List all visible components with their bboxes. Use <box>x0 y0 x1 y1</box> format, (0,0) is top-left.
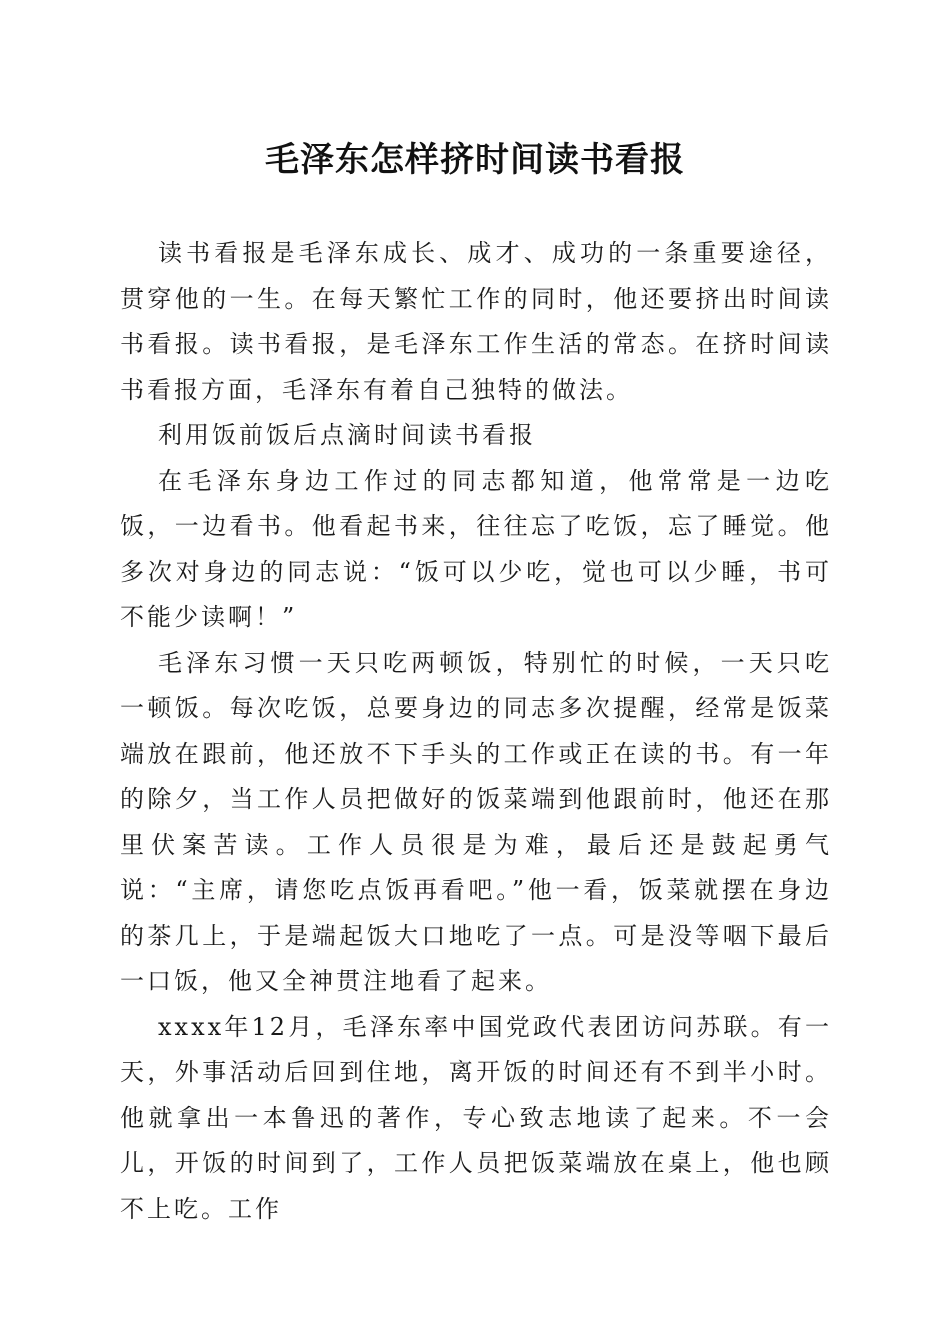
paragraph-intro: 读书看报是毛泽东成长、成才、成功的一条重要途径，贯穿他的一生。在每天繁忙工作的同时，他还要挤出时间读书看报。读书看报，是毛泽东工作生活的常态。在挤时间读书看报方面，毛泽东有着自己独特的做法。 <box>120 239 832 404</box>
document-body <box>120 231 832 1232</box>
document-title: 毛泽东怎样挤时间读书看报 <box>265 140 685 180</box>
section-heading: 利用饭前饭后点滴时间读书看报 <box>158 421 536 449</box>
paragraph: xxxx年12月，毛泽东率中国党政代表团访问苏联。有一天，外事活动后回到住地，离开饭的时间还有不到半小时。他就拿出一本鲁迅的著作，专心致志地读了起来。不一会儿，开饭的时间到了，工作人员把饭菜端放在桌上，他也顾不上吃。工作 <box>120 1012 832 1223</box>
paragraph: 毛泽东习惯一天只吃两顿饭，特别忙的时候，一天只吃一顿饭。每次吃饭，总要身边的同志多次提醒，经常是饭菜端放在跟前，他还放不下手头的工作或正在读的书。有一年的除夕，当工作人员把做好的饭菜端到他跟前时，他还在那里伏案苦读。工作人员很是为难，最后还是鼓起勇气说：“主席，请您吃点饭再看吧。”他一看，饭菜就摆在身边的茶几上，于是端起饭大口地吃了一点。可是没等咽下最后一口饭，他又全神贯注地看了起来。 <box>120 648 832 995</box>
paragraph: 在毛泽东身边工作过的同志都知道，他常常是一边吃饭，一边看书。他看起书来，往往忘了吃饭，忘了睡觉。他多次对身边的同志说：“饭可以少吃，觉也可以少睡，书可不能少读啊！” <box>120 466 832 631</box>
